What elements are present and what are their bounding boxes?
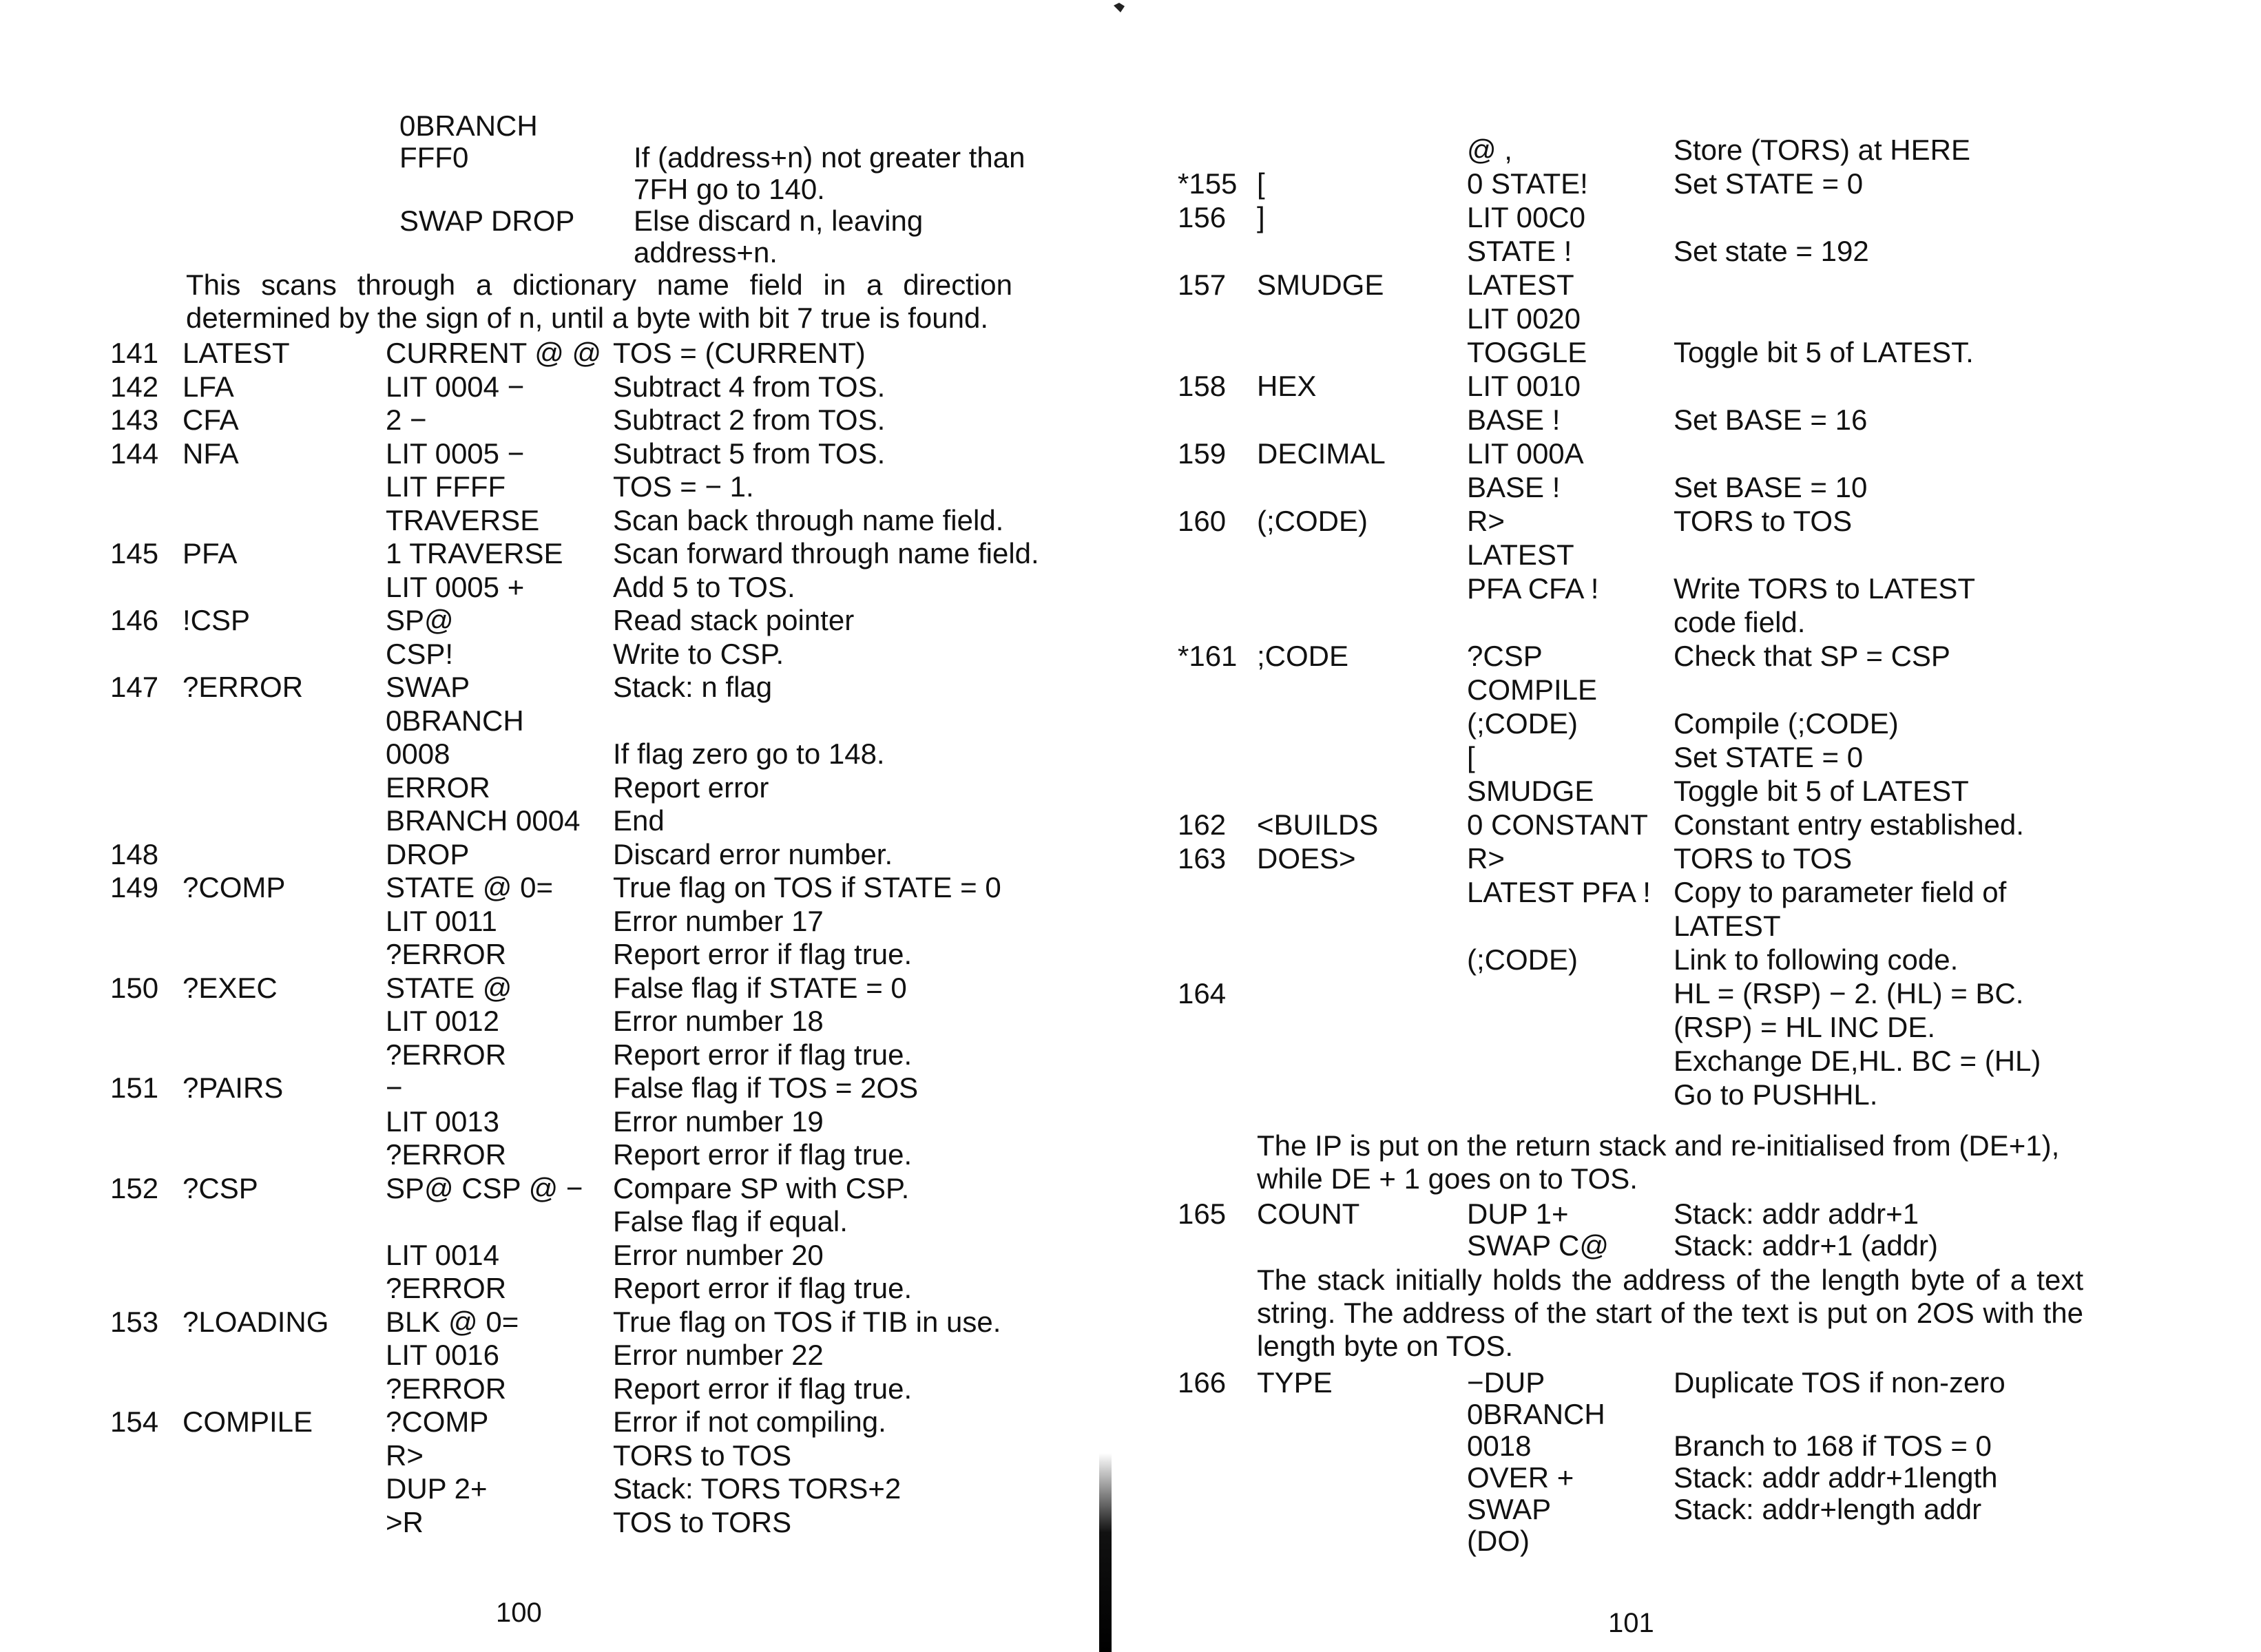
line-code: 0 STATE! [1467,167,1588,200]
line-word: ?COMP [183,871,286,903]
line-code: ?ERROR [386,1138,507,1171]
line-word: <BUILDS [1257,808,1379,841]
line-desc: True flag on TOS if TIB in use. [613,1305,1001,1338]
line-word: (;CODE) [1257,505,1368,537]
line-desc: Scan back through name field. [613,503,1004,536]
line-desc: LATEST [1674,910,1781,942]
line-word: LATEST [183,337,290,369]
line-number: 160 [1178,505,1227,537]
line-code: 2 − [386,404,427,436]
line-code: FFF0 [399,141,469,174]
binding-shadow [1099,1453,1112,1652]
line-desc: Stack: addr addr+1length [1674,1461,1998,1494]
line-desc: 7FH go to 140. [634,173,825,205]
line-desc: code field. [1674,606,1806,638]
line-code: >R [386,1505,424,1538]
line-code: LIT 0011 [386,904,497,937]
line-word: COMPILE [183,1405,313,1438]
line-code: LIT 0020 [1467,302,1581,335]
line-number: 141 [110,337,159,369]
line-code: LIT 0012 [386,1005,500,1037]
line-desc: Write to CSP. [613,637,784,670]
line-number: 142 [110,370,159,403]
line-code: LATEST [1467,269,1574,301]
line-desc: Report error if flag true. [613,1272,913,1304]
ip-paragraph: The IP is put on the return stack and re-initialised from (DE+1), while DE + 1 goes on to TOS. [1257,1129,2060,1195]
line-word: ?CSP [183,1171,258,1204]
line-code: LIT 00C0 [1467,201,1585,233]
line-desc: Check that SP = CSP [1674,640,1950,672]
line-code: 0BRANCH [1467,1398,1605,1430]
line-desc: Error number 18 [613,1005,824,1037]
line-code: ?COMP [386,1405,489,1438]
line-desc: TORS to TOS [1674,505,1853,537]
line-number: 157 [1178,269,1227,301]
line-code: (DO) [1467,1525,1530,1557]
line-desc: False flag if equal. [613,1205,848,1237]
line-desc: TORS to TOS [613,1439,792,1472]
line-code: SWAP DROP [399,205,575,237]
left-intro-paragraph: This scans through a dictionary name field in a direction determined by the sign of n, until a byte with bit 7 true is found. [186,269,1012,334]
line-desc: False flag if TOS = 2OS [613,1071,919,1104]
line-desc: Scan forward through name field. [613,537,1039,569]
line-desc: Add 5 to TOS. [613,570,795,603]
line-code: SWAP C@ [1467,1229,1609,1262]
line-word: TYPE [1257,1366,1333,1399]
line-code: LIT 0005 − [386,437,525,470]
line-desc: If (address+n) not greater than [634,141,1025,174]
line-desc: Constant entry established. [1674,808,2024,841]
line-number: 144 [110,437,159,470]
line-number: 148 [110,837,159,870]
line-desc: Stack: addr+1 (addr) [1674,1229,1939,1262]
line-desc: Error number 20 [613,1238,824,1271]
line-code: LATEST [1467,539,1574,571]
line-code: R> [386,1439,424,1472]
line-desc: TOS = (CURRENT) [613,337,866,369]
line-code: LIT 0016 [386,1339,500,1371]
line-desc: Read stack pointer [613,604,855,636]
line-code: ?ERROR [386,1038,507,1071]
line-desc: Else discard n, leaving [634,205,924,237]
right-page [1102,0,2261,1652]
line-word: HEX [1257,370,1317,402]
line-desc: Set BASE = 10 [1674,471,1868,503]
line-code: LIT 0014 [386,1238,500,1271]
line-code: LIT 0013 [386,1105,500,1138]
line-word: ?EXEC [183,971,278,1004]
line-desc: Branch to 168 if TOS = 0 [1674,1430,1992,1462]
line-desc: Report error if flag true. [613,1138,913,1171]
line-word: [ [1257,167,1265,200]
line-number: 151 [110,1071,159,1104]
line-code: LIT 000A [1467,437,1584,470]
line-code: SP@ [386,604,454,636]
line-number: 150 [110,971,159,1004]
line-code: DUP 2+ [386,1472,488,1505]
line-desc: Discard error number. [613,837,893,870]
line-desc: Subtract 5 from TOS. [613,437,886,470]
line-code: ?ERROR [386,1272,507,1304]
line-number: 149 [110,871,159,903]
line-desc: If flag zero go to 148. [613,738,885,770]
line-code: CSP! [386,637,454,670]
line-code: BASE ! [1467,471,1561,503]
line-desc: Error if not compiling. [613,1405,886,1438]
line-code: @ , [1467,134,1512,166]
line-desc: Duplicate TOS if non-zero [1674,1366,2005,1399]
line-code: 1 TRAVERSE [386,537,563,569]
line-word: ?PAIRS [183,1071,284,1104]
line-code: LIT 0004 − [386,370,525,403]
line-word: ?ERROR [183,671,304,703]
line-code: LATEST PFA ! [1467,876,1651,908]
line-number: 165 [1178,1198,1227,1230]
line-code: SWAP [386,671,470,703]
line-code: R> [1467,505,1505,537]
line-number: 153 [110,1305,159,1338]
line-word: NFA [183,437,239,470]
line-code: STATE @ 0= [386,871,553,903]
line-code: SWAP [1467,1493,1552,1525]
line-code: CURRENT @ @ [386,337,602,369]
line-word: ] [1257,201,1265,233]
line-code: SP@ CSP @ − [386,1171,583,1204]
line-word: DOES> [1257,842,1356,875]
line-desc: TORS to TOS [1674,842,1853,875]
right-page-number: 101 [1608,1608,1654,1638]
line-desc: Go to PUSHHL. [1674,1078,1878,1111]
line-code: R> [1467,842,1505,875]
line-desc: False flag if STATE = 0 [613,971,907,1004]
line-code: ERROR [386,771,490,804]
line-desc: Subtract 4 from TOS. [613,370,886,403]
line-code: COMPILE [1467,673,1598,706]
line-desc: Set BASE = 16 [1674,404,1868,436]
line-desc: Toggle bit 5 of LATEST [1674,775,1969,807]
line-number: 143 [110,404,159,436]
line-code: LIT 0010 [1467,370,1581,402]
line-word: SMUDGE [1257,269,1384,301]
line-code: 0008 [386,738,450,770]
line-desc: address+n. [634,236,778,269]
line-desc: (RSP) = HL INC DE. [1674,1011,1936,1043]
line-number: 164 [1178,977,1227,1010]
line-code: SMUDGE [1467,775,1594,807]
line-number: 152 [110,1171,159,1204]
line-code: (;CODE) [1467,943,1578,976]
line-desc: True flag on TOS if STATE = 0 [613,871,1001,903]
line-code: 0 CONSTANT [1467,808,1648,841]
line-desc: Stack: TORS TORS+2 [613,1472,902,1505]
line-desc: Report error if flag true. [613,1372,913,1405]
line-desc: Stack: n flag [613,671,773,703]
line-desc: Stack: addr+length addr [1674,1493,1982,1525]
line-word: CFA [183,404,239,436]
line-desc: Write TORS to LATEST [1674,572,1976,605]
line-desc: Compile (;CODE) [1674,707,1899,740]
line-code: DUP 1+ [1467,1198,1569,1230]
line-desc: Set STATE = 0 [1674,167,1864,200]
line-code: LIT FFFF [386,470,506,503]
line-desc: Report error [613,771,769,804]
line-desc: Store (TORS) at HERE [1674,134,1970,166]
line-word: PFA [183,537,238,569]
line-desc: Exchange DE,HL. BC = (HL) [1674,1045,2041,1077]
line-number: 166 [1178,1366,1227,1399]
line-code: TOGGLE [1467,336,1587,368]
line-code: BRANCH 0004 [386,804,581,837]
line-code: PFA CFA ! [1467,572,1599,605]
line-desc: Error number 17 [613,904,824,937]
line-word: ?LOADING [183,1305,329,1338]
line-code: BLK @ 0= [386,1305,519,1338]
line-code: 0BRANCH [386,704,524,737]
line-number: 147 [110,671,159,703]
line-word: ;CODE [1257,640,1349,672]
line-word: DECIMAL [1257,437,1386,470]
line-code: DROP [386,837,470,870]
line-desc: TOS = − 1. [613,470,754,503]
line-code: − [386,1071,403,1104]
line-desc: Error number 22 [613,1339,824,1371]
line-number: 159 [1178,437,1227,470]
line-code: −DUP [1467,1366,1545,1399]
line-number: 162 [1178,808,1227,841]
line-desc: HL = (RSP) − 2. (HL) = BC. [1674,977,2024,1010]
line-number: 145 [110,537,159,569]
line-desc: Copy to parameter field of [1674,876,2007,908]
line-desc: Link to following code. [1674,943,1959,976]
line-code: TRAVERSE [386,503,540,536]
line-code: ?ERROR [386,1372,507,1405]
line-desc: Subtract 2 from TOS. [613,404,886,436]
ink-speck-icon [1112,0,1126,14]
line-number: *155 [1178,167,1238,200]
line-desc: Report error if flag true. [613,1038,913,1071]
line-desc: Toggle bit 5 of LATEST. [1674,336,1974,368]
line-code: ?ERROR [386,938,507,970]
line-code: 0BRANCH [399,109,538,142]
line-word: COUNT [1257,1198,1360,1230]
line-code: BASE ! [1467,404,1561,436]
line-number: 158 [1178,370,1227,402]
line-number: *161 [1178,640,1238,672]
line-word: !CSP [183,604,251,636]
line-code: (;CODE) [1467,707,1578,740]
line-code: OVER + [1467,1461,1574,1494]
line-code: STATE ! [1467,235,1572,267]
line-code: LIT 0005 + [386,570,525,603]
line-number: 146 [110,604,159,636]
left-page [0,0,1102,1652]
line-desc: Compare SP with CSP. [613,1171,910,1204]
line-word: LFA [183,370,234,403]
line-desc: Set state = 192 [1674,235,1869,267]
line-code: [ [1467,741,1475,773]
stack-paragraph: The stack initially holds the address of the length byte of a text string. The address of the start of the text is put on 2OS with the length byte on TOS. [1257,1264,2083,1362]
line-code: 0018 [1467,1430,1532,1462]
line-number: 163 [1178,842,1227,875]
line-code: STATE @ [386,971,512,1004]
left-page-number: 100 [496,1598,542,1628]
line-code: ?CSP [1467,640,1543,672]
line-desc: TOS to TORS [613,1505,792,1538]
line-desc: Error number 19 [613,1105,824,1138]
line-desc: Report error if flag true. [613,938,913,970]
line-desc: End [613,804,665,837]
line-number: 154 [110,1405,159,1438]
line-number: 156 [1178,201,1227,233]
line-desc: Stack: addr addr+1 [1674,1198,1919,1230]
line-desc: Set STATE = 0 [1674,741,1864,773]
